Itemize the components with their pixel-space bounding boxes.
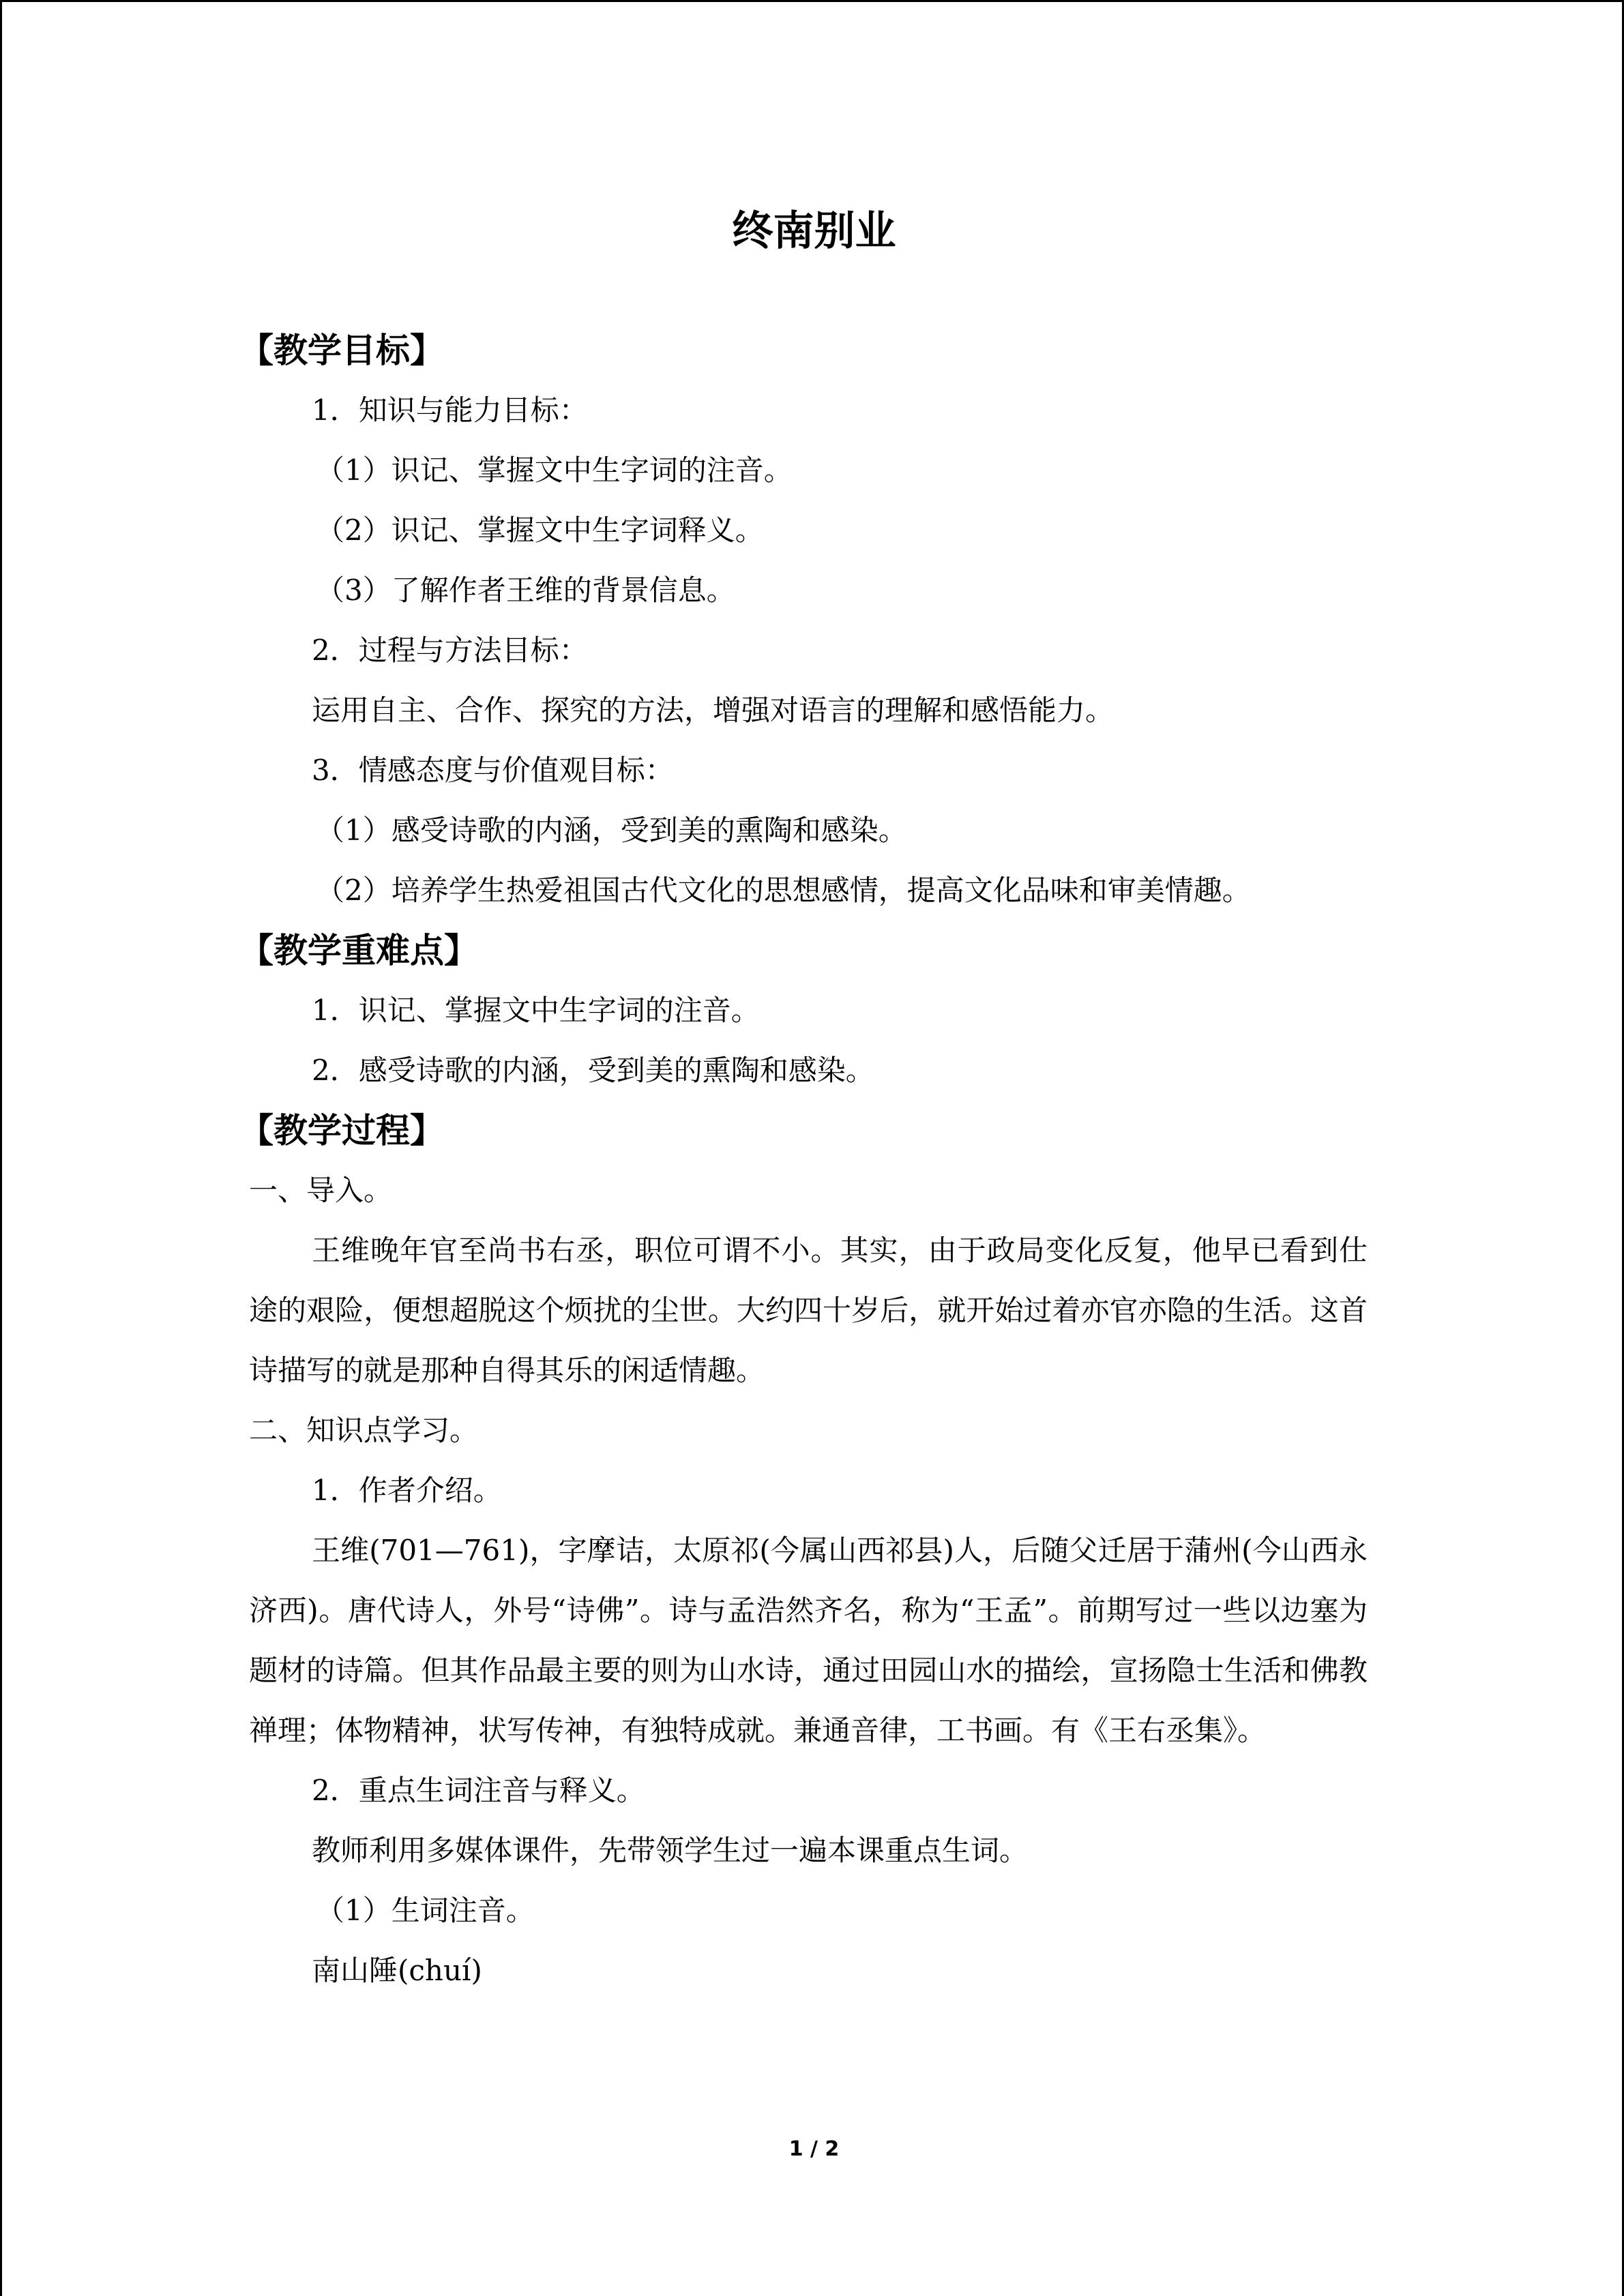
author-intro-text: 王维(701—761)，字摩诘，太原祁(今属山西祁县)人，后随父迁居于蒲州(今山西永济西)。唐代诗人，外号“诗佛”。诗与孟浩然齐名，称为“王孟”。前期写过一些以边塞为题材的诗篇。但其作品最主要的则为山水诗，通过田园山水的描绘，宣扬隐士生活和佛教禅理；体物精神，状写传神，有独特成就。兼通音律，工书画。有《王右丞集》。	[249, 1534, 1368, 1747]
process-step-2-title: 二、知识点学习。	[249, 1414, 479, 1447]
section-heading-goals: 【教学目标】	[239, 331, 444, 370]
section-heading-process: 【教学过程】	[239, 1111, 444, 1150]
document-title: 终南别业	[732, 207, 896, 255]
vocabulary-text: 教师利用多媒体课件，先带领学生过一遍本课重点生词。	[312, 1834, 1029, 1867]
goal-2-text: 运用自主、合作、探究的方法，增强对语言的理解和感悟能力。	[312, 694, 1114, 727]
vocabulary-subtitle: （1）生词注音。	[316, 1894, 535, 1927]
goal-1-item: （3）了解作者王维的背景信息。	[316, 573, 735, 607]
vocabulary-title: 2．重点生词注音与释义。	[312, 1774, 645, 1807]
author-intro-title: 1．作者介绍。	[312, 1474, 502, 1507]
vocabulary-word: 南山陲(chuí)	[312, 1954, 482, 1987]
goal-3-title: 3．情感态度与价值观目标：	[312, 754, 674, 787]
document-body	[239, 320, 1368, 2001]
process-step-1-text: 王维晚年官至尚书右丞，职位可谓不小。其实，由于政局变化反复，他早已看到仕途的艰险，便想超脱这个烦扰的尘世。大约四十岁后，就开始过着亦官亦隐的生活。这首诗描写的就是那种自得其乐的闲适情趣。	[249, 1234, 1368, 1387]
goal-1-title: 1．知识与能力目标：	[312, 393, 588, 427]
key-point-item: 2．感受诗歌的内涵，受到美的熏陶和感染。	[312, 1054, 874, 1087]
goal-3-item: （1）感受诗歌的内涵，受到美的熏陶和感染。	[316, 814, 907, 847]
page-number: 1 / 2	[788, 2137, 840, 2161]
goal-1-item: （2）识记、掌握文中生字词释义。	[316, 513, 764, 547]
key-point-item: 1．识记、掌握文中生字词的注音。	[312, 994, 760, 1027]
goal-3-item: （2）培养学生热爱祖国古代文化的思想感情，提高文化品味和审美情趣。	[316, 874, 1251, 907]
goal-1-item: （1）识记、掌握文中生字词的注音。	[316, 453, 793, 487]
process-step-1-title: 一、导入。	[249, 1174, 393, 1207]
section-heading-key-points: 【教学重难点】	[239, 931, 478, 970]
goal-2-title: 2．过程与方法目标：	[312, 633, 588, 667]
